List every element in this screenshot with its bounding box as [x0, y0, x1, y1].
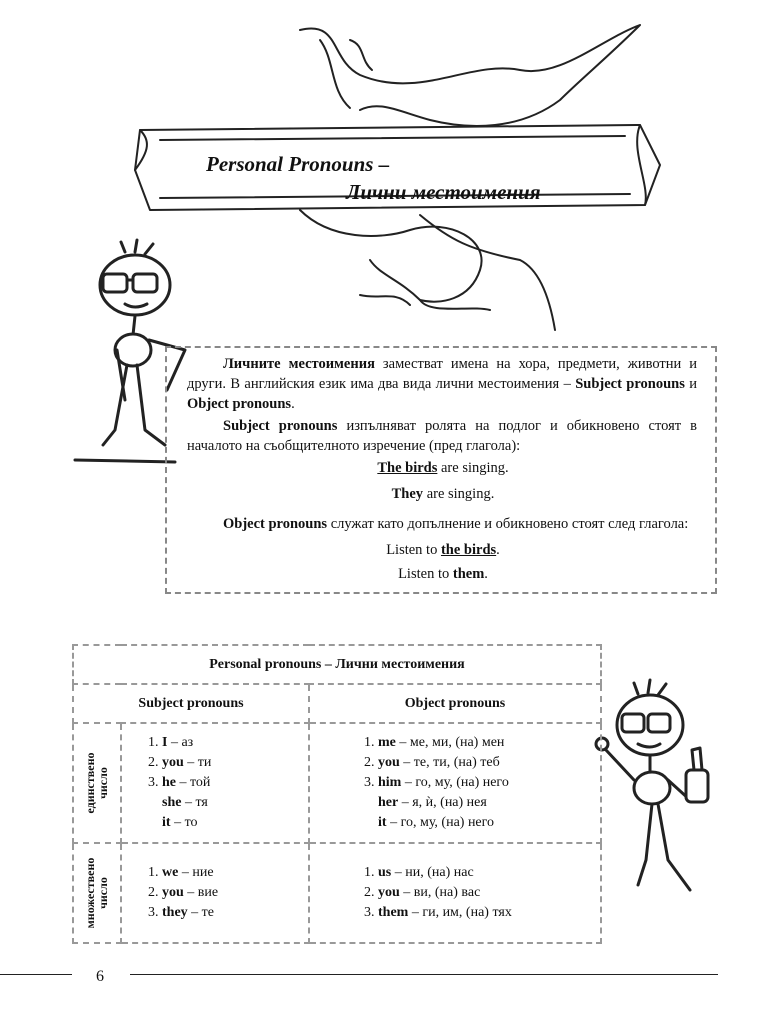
pronoun-entry: it – го, му, (на) него — [378, 815, 495, 830]
example-they-singing: They are singing. — [391, 486, 495, 502]
footer-rule-right — [130, 974, 718, 975]
example-listen-them: Listen to them. — [398, 566, 488, 582]
footer-rule-left — [0, 974, 72, 975]
pronoun-entry: 3. him – го, му, (на) него — [364, 775, 509, 790]
pronoun-entry: 1. we – ние — [148, 865, 214, 880]
pronoun-entry: 3. they – те — [148, 905, 215, 920]
column-header-object: Object pronouns — [309, 684, 601, 723]
singular-subject-cell — [121, 723, 309, 843]
intro-paragraph-1: Личните местоимения заместват имена на хора, предмети, животни и други. В английския език има два вида лични местоимения – Subject pronouns и Object pronouns. — [187, 356, 697, 412]
intro-paragraph-2: Subject pronouns изпълняват ролята на подлог и обикновено стоят в началото на съобщителното изречение (пред глагола): — [187, 418, 697, 454]
pronoun-entry: 3. he – той — [148, 775, 211, 790]
example-the-birds-singing: The birds are singing. — [377, 460, 509, 476]
row-label-plural: множествено число — [73, 843, 121, 943]
pronoun-entry: 1. me – ме, ми, (на) мен — [364, 735, 505, 750]
pronoun-entry: her – я, ѝ, (на) нея — [378, 795, 487, 810]
plural-subject-cell — [121, 843, 309, 943]
table-title: Personal pronouns – Лични местоимения — [73, 645, 601, 684]
pronoun-entry: 2. you – ви, (на) вас — [364, 885, 481, 900]
example-listen-birds: Listen to the birds. — [386, 542, 500, 558]
pronoun-entry: it – то — [162, 815, 198, 830]
plural-object-cell — [309, 843, 601, 943]
row-label-singular: единствено число — [73, 723, 121, 843]
intro-text-box — [165, 346, 717, 594]
singular-object-cell — [309, 723, 601, 843]
pronoun-entry: 2. you – те, ти, (на) теб — [364, 755, 500, 770]
pronoun-entry: 2. you – ти — [148, 755, 212, 770]
pronoun-entry: 1. I – аз — [148, 735, 194, 750]
banner-title-line2: Лични местоимения — [346, 180, 541, 204]
pronoun-entry: she – тя — [162, 795, 208, 810]
intro-paragraph-3: Object pronouns служат като допълнение и обикновено стоят след глагола: — [223, 516, 689, 532]
pronoun-entry: 2. you – вие — [148, 885, 219, 900]
pronoun-entry: 3. them – ги, им, (на) тях — [364, 905, 512, 920]
column-header-subject: Subject pronouns — [73, 684, 309, 723]
banner-title-line1: Personal Pronouns – — [206, 152, 390, 176]
page-number: 6 — [96, 968, 104, 985]
pronoun-entry: 1. us – ни, (на) нас — [364, 865, 474, 880]
stick-figure-thumbs-up-illustration — [590, 680, 740, 920]
pronouns-table — [72, 644, 602, 940]
